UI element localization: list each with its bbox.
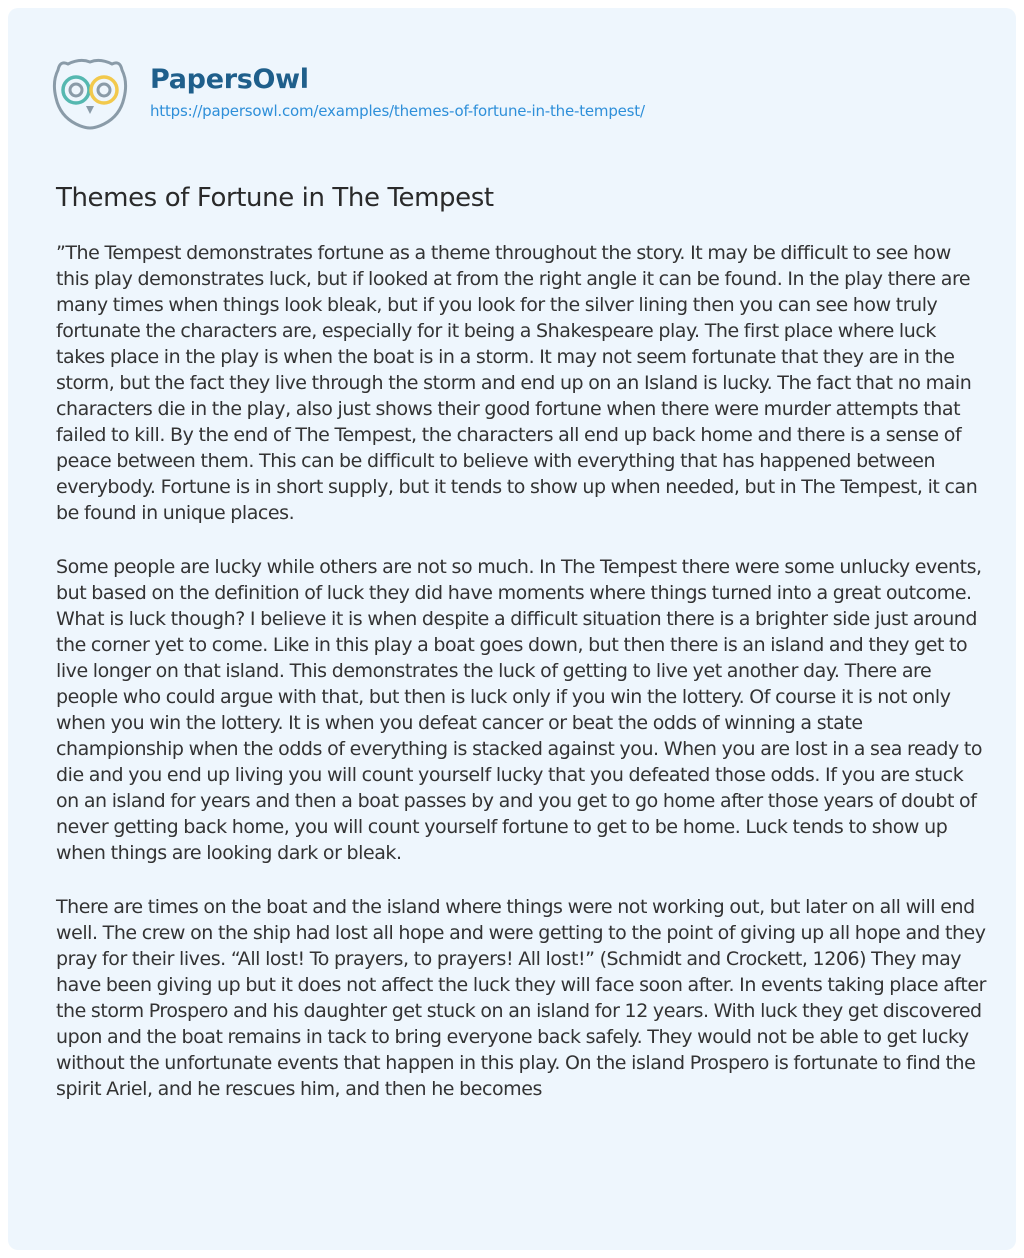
document-card [8, 8, 1016, 1250]
paragraph: There are times on the boat and the island where things were not working out, but later on all will end well. The crew on the ship had lost all hope and were getting to the point of giving up all hope and they pray for their lives. “All lost! To prayers, to prayers! All lost!” (Schmidt and Crockett, 1206) They may have been giving up but it does not affect the luck they will face soon after. In events taking place after the storm Prospero and his daughter get stuck on an island for 12 years. With luck they get discovered upon and the boat remains in tack to bring everyone back safely. They would not be able to get lucky without the unfortunate events that happen in this play. On the island Prospero is fortunate to find the spirit Ariel, and he rescues him, and then he becomes [56, 896, 986, 1100]
paragraph: Some people are lucky while others are not so much. In The Tempest there were some unlucky events, but based on the definition of luck they did have moments where things turned into a great outcome. What is luck though? I believe it is when despite a difficult situation there is a brighter side just around the corner yet to come. Like in this play a boat goes down, but then there is an island and they get to live longer on that island. This demonstrates the luck of getting to live yet another day. There are people who could argue with that, but then is luck only if you win the lottery. Of course it is not only when you win the lottery. It is when you defeat cancer or beat the odds of winning a state championship when the odds of everything is stacked against you. When you are lost in a sea ready to die and you end up living you will count yourself lucky that you defeated those odds. If you are stuck on an island for years and then a boat passes by and you get to go home after those years of doubt of never getting back home, you will count yourself fortune to get to be home. Luck tends to show up when things are looking dark or bleak. [56, 556, 983, 864]
paragraph: ”The Tempest demonstrates fortune as a theme throughout the story. It may be difficult to see how this play demonstrates luck, but if looked at from the right angle it can be found. In the play there are many times when things look bleak, but if you look for the silver lining then you can see how truly fortunate the characters are, especially for it being a Shakespeare play. The first place where luck takes place in the play is when the boat is in a storm. It may not seem fortunate that they are in the storm, but the fact they live through the storm and end up on an Island is lucky. The fact that no main characters die in the play, also just shows their good fortune when there were murder attempts that failed to kill. By the end of The Tempest, the characters all end up back home and there is a sense of peace between them. This can be difficult to believe with everything that has happened between everybody. Fortune is in short supply, but it tends to show up when needed, but in The Tempest, it can be found in unique places. [56, 242, 978, 524]
article-body [56, 240, 986, 1130]
owl-logo-icon [50, 52, 130, 132]
page-title: Themes of Fortune in The Tempest [56, 183, 494, 213]
brand [150, 63, 645, 121]
brand-name[interactable]: PapersOwl [150, 64, 309, 95]
header [50, 52, 645, 132]
source-url-link[interactable]: https://papersowl.com/examples/themes-of-fortune-in-the-tempest/ [150, 102, 645, 120]
